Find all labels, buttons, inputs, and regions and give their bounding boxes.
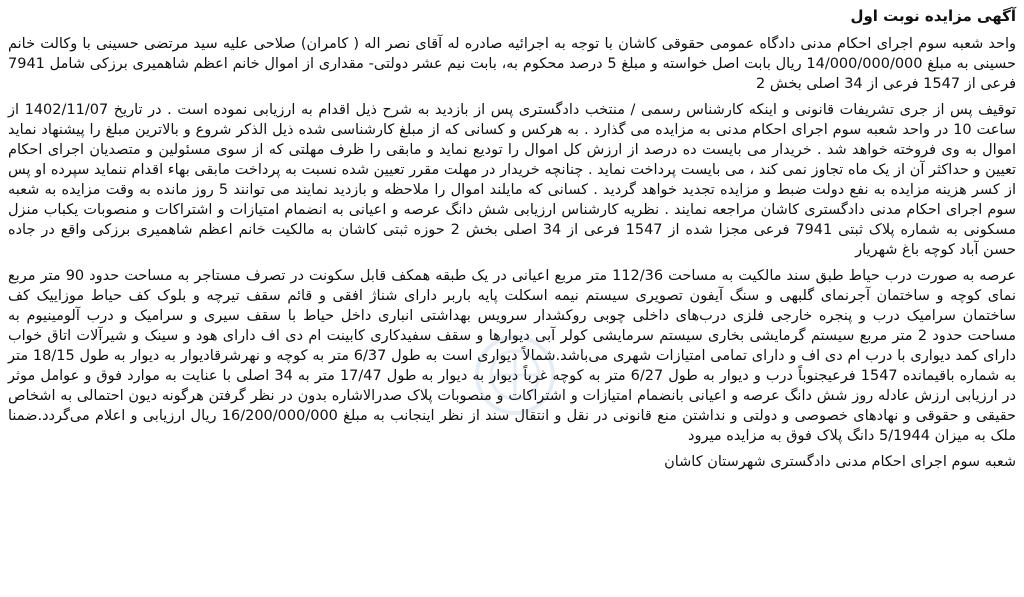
notice-paragraph-property: عرصه به صورت درب حیاط طبق سند مالکیت به مساحت 112/36 متر مربع اعیانی در یک طبقه همکف قابل سکونت در تصرف مستاجر به مساحت حدود 90 متر مربع نمای کوچه و ساختمان آجرنمای گلبهی و سنگ آیفون تصویری سیستم نیمه اسکلت پایه باربر دارای شناژ افقی و قائم سقف تیرچه و بلوک کف حیاط موزاییک کف ساختمان سرامیک درب و پنجره خارجی فلزی درب‌های داخلی چوبی روکشدار سرویس بهداشتی انباری داخل حیاط با سقف سیری و سرامیک و درب آلومینیوم به مساحت حدود 2 متر مربع سیستم گرمایشی بخاری سیستم سرمایشی کولر آبی دیوارها و سقف سفیدکاری کابینت ام دی اف دارای هود و سینک و شیرآلات اتاق خواب دارای کمد دیواری با درب ام دی اف و دارای تمامی امتیازات شهری می‌باشد.شمالاً دیواری است به طول 6/37 متر به کوچه و نهرشرقادیوار به دیوار به طول 18/15 متر به شماره باقیمانده 1547 فرعیجنوباً درب و دیوار به طول 6/27 متر به کوچه غرباً دیوار به دیوار به طول 17/47 متر به 34 اصلی با عنایت به موارد فوق و عوامل موثر در ارزیابی ارزش عادله روز شش دانگ عرصه و اعیانی بانضمام امتیازات و اشتراکات و منصوبات پلاک صدرالاشاره بدون در نظر گرفتن هرگونه دیون احتمالی به اشخاص حقیقی و حقوقی و نهادهای خصوصی و دولتی و نداشتن منع قانونی در نقل و انتقال سند از نظر اینجانب به مبلغ 16/200/000/000 ریال ارزیابی و اعلام می‌گردد.ضمنا ملک به میزان 5/1944 دانگ پلاک فوق به مزایده میرود	[8, 268, 1017, 444]
notice-signature: شعبه سوم اجرای احکام مدنی دادگستری شهرستان کاشان	[664, 454, 1016, 470]
notice-title: آگهی مزایده نوبت اول	[850, 7, 1016, 25]
auction-notice	[8, 4, 1016, 472]
notice-paragraph-terms: توقیف پس از جری تشریفات قانونی و اینکه کارشناس رسمی / منتخب دادگستری پس از بازدید به شرح ذیل اقدام به ارزیابی نموده است . در تاریخ 1402/11/07 از ساعت 10 در واحد شعبه سوم اجرای احکام مدنی به مزایده می گذارد . به هرکس و کسانی که از مبلغ کارشناسی شده ذیل الذکر شروع و بالاترین مبلغ را پیشنهاد نماید اموال به وی فروخته خواهد شد . خریدار می بایست ده درصد از ارزش کل اموال را تودیع نماید و مابقی را ظرف مهلتی که از سوی مسئولین و متصدیان اجرای احکام تعیین و حداکثر آن از یک ماه تجاوز نمی کند ، می بایست پرداخت نماید . چنانچه خریدار در مهلت مقرر تعیین شده نسبت به پرداخت مابقی بهاء اقدام ننماید سپرده او پس از کسر هزینه مزایده به نفع دولت ضبط و مزایده تجدید خواهد گردید . کسانی که مایلند اموال را ملاحظه و بازدید نمایند می توانند 5 روز مانده به وقت مزایده به شعبه سوم اجرای احکام مدنی دادگستری کاشان مراجعه نمایند . نظریه کارشناس ارزیابی شش دانگ عرصه و اعیانی به انضمام امتیازات و اشتراکات و منصوبات یکباب منزل مسکونی به شماره پلاک ثبتی 7941 فرعی مجزا شده از 1547 فرعی از 34 اصلی بخش 2 حوزه ثبتی کاشان به مالکیت خانم اعظم شاهمیری برزکی واقع در جاده حسن آباد کوچه باغ شهریار	[8, 102, 1016, 258]
notice-paragraph-intro: واحد شعبه سوم اجرای احکام مدنی دادگاه عمومی حقوقی کاشان با توجه به اجرائیه صادره له آقای نصر اله ( کامران) صلاحی علیه سید مرتضی حسینی با وکالت خانم حسینی به مبلغ 14/000/000/000 ریال بابت اصل خواسته و مبلغ 5 درصد محکوم به، بابت نیم عشر دولتی- مقداری از اموال خانم اعظم شاهمیری برزکی شامل 7941 فرعی از 1547 فرعی از 34 اصلی بخش 2	[8, 36, 1016, 92]
